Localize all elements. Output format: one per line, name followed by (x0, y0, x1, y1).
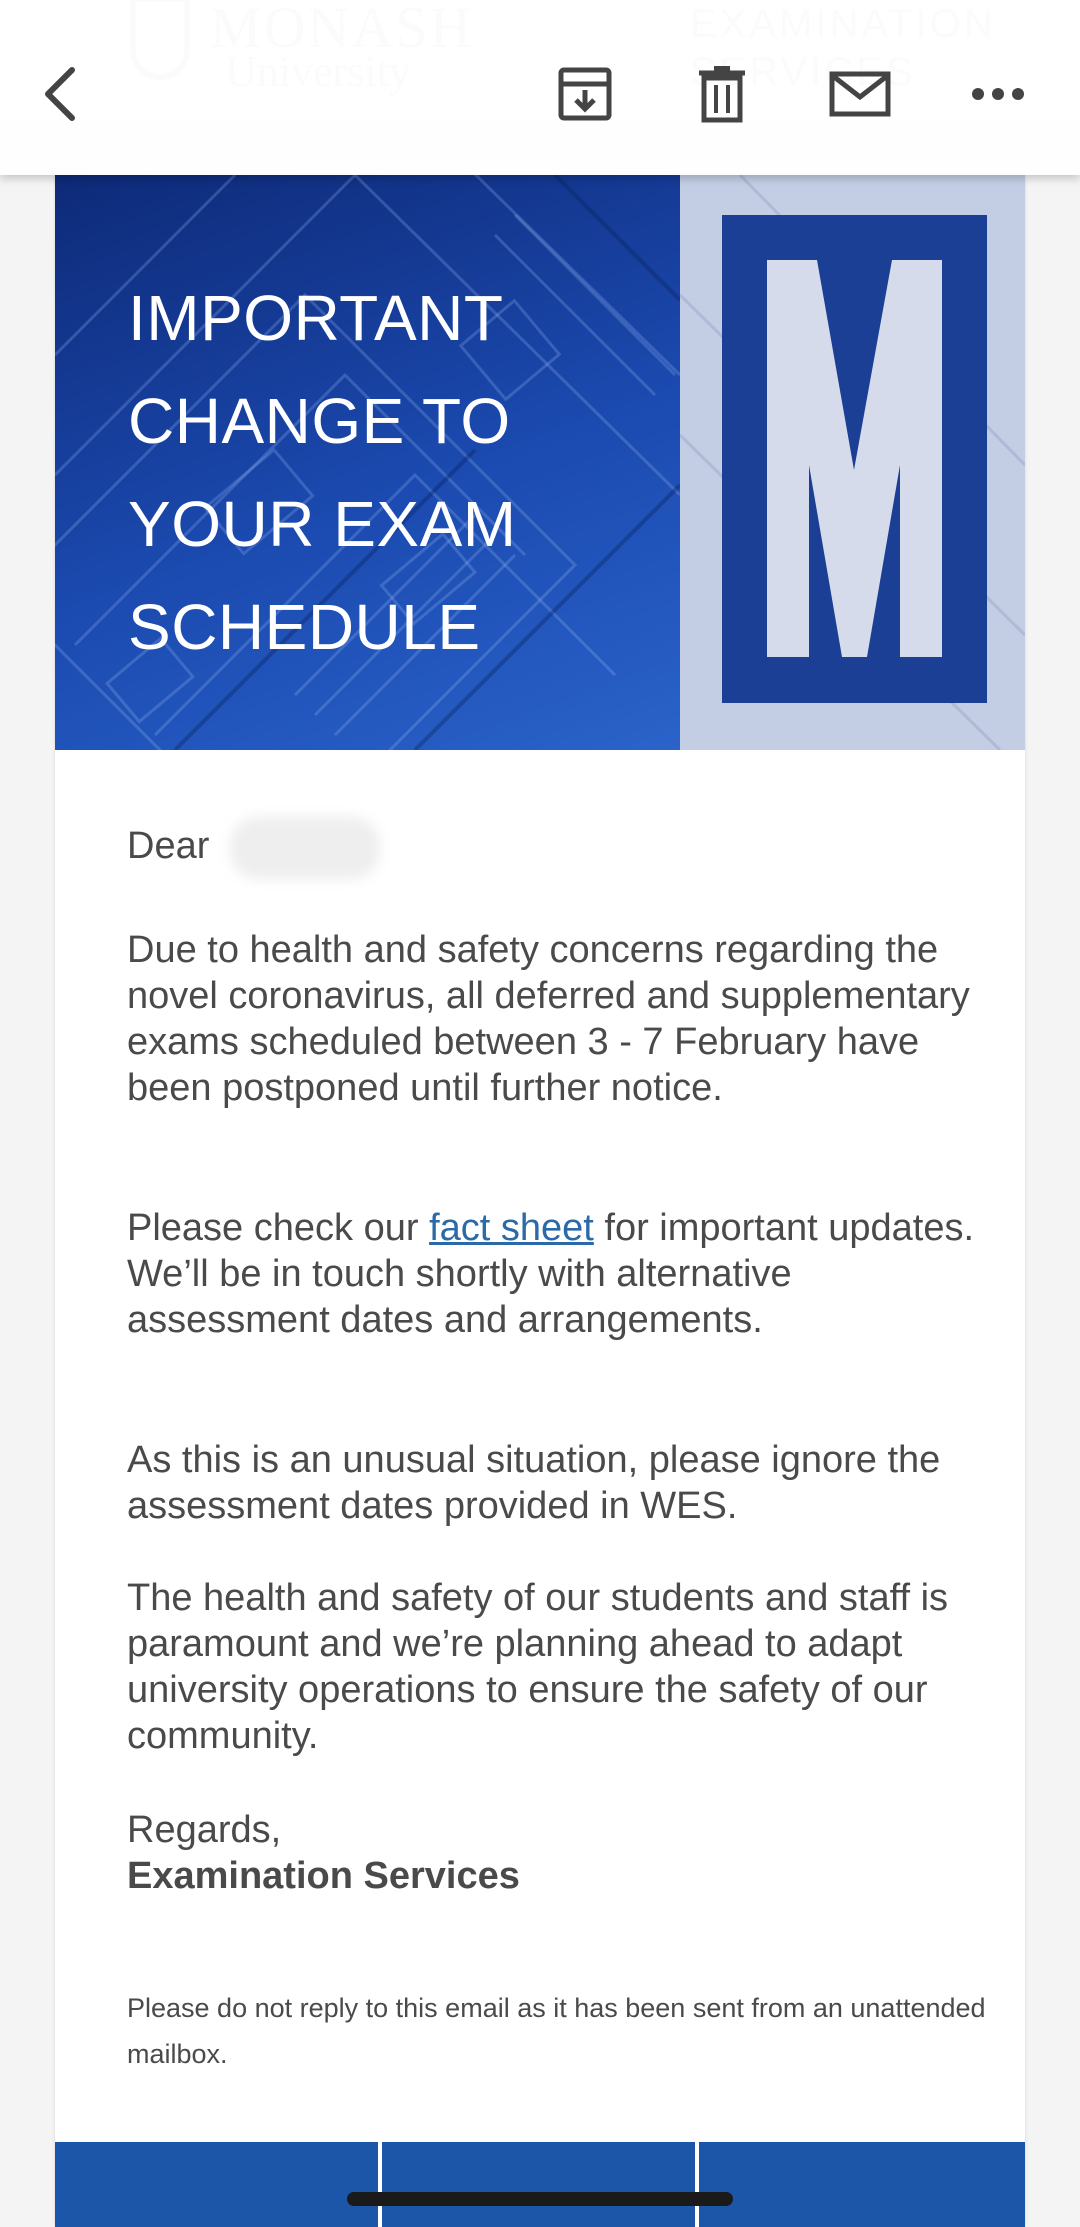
banner-logo-panel (680, 175, 1025, 750)
paragraph-2 (127, 1205, 987, 1343)
banner-title-line: IMPORTANT (128, 282, 504, 354)
banner-title-line: CHANGE TO (128, 385, 511, 457)
more-horizontal-icon[interactable] (958, 54, 1038, 134)
paragraph-3: As this is an unusual situation, please ignore the assessment dates provided in WES. (127, 1439, 941, 1527)
paragraph-2-text: Please check our (127, 1207, 430, 1249)
mail-icon[interactable] (820, 54, 900, 134)
banner-title (128, 267, 648, 679)
archive-icon[interactable] (545, 54, 625, 134)
footer-note: Please do not reply to this email as it has been sent from an unattended mailbox. (127, 1993, 986, 2069)
band-divider (695, 2142, 699, 2227)
banner-title-line: YOUR EXAM (128, 488, 517, 560)
signature: Examination Services (127, 1855, 520, 1897)
trash-icon[interactable] (682, 54, 762, 134)
email-banner (55, 175, 1025, 750)
paragraph-4: The health and safety of our students and staff is paramount and we’re planning ahead to adapt university operations to ensure the safety of our community. (127, 1577, 949, 1757)
closing: Regards, (127, 1809, 282, 1851)
monash-m-logo (722, 215, 987, 703)
back-arrow-icon[interactable] (20, 54, 100, 134)
footer-link-band (55, 2142, 1025, 2227)
home-indicator[interactable] (347, 2192, 733, 2206)
app-toolbar (0, 0, 1080, 175)
email-body (55, 175, 1025, 2227)
fact-sheet-link[interactable]: fact sheet (429, 1207, 594, 1249)
paragraph-2-text: for important updates. We’ll be in touch shortly with alternative assessment dates and arrangements. (127, 1207, 975, 1341)
banner-blueprint-panel (55, 175, 680, 750)
banner-title-line: SCHEDULE (128, 591, 481, 663)
greeting: Dear (127, 825, 210, 867)
recipient-name-redacted (230, 817, 380, 879)
paragraph-1: Due to health and safety concerns regarding the novel coronavirus, all deferred and supplementary exams scheduled between 3 - 7 February have been postponed until further notice. (127, 929, 970, 1109)
band-divider (378, 2142, 382, 2227)
